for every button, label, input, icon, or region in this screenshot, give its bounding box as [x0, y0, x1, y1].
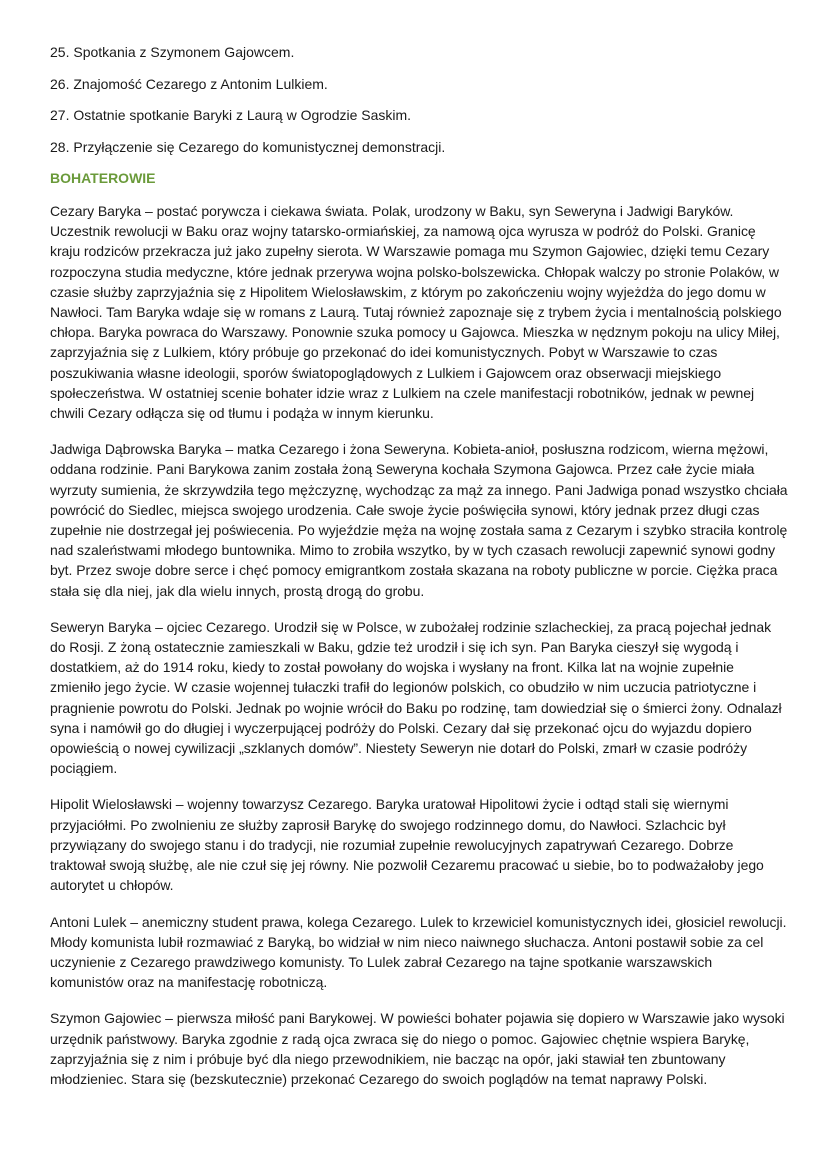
character-hipolit-wieloslawski: Hipolit Wielosławski – wojenny towarzysz Cezarego. Baryka uratował Hipolitowi życie i odtąd stali się wiernymi przyjaciółmi. Po zwolnieniu ze służby zaprosił Barykę do swojego rodzinnego domu, do Nawłoci. Szlachcic był przywiązany do swojego stanu i do tradycji, nie rozumiał zupełnie rewolucyjnych zapatrywań Cezarego. Dobrze traktował swoją służbę, ale nie czuł się jej równy. Nie pozwolił Cezaremu pracować u siebie, bo to podważałoby jego autorytet u chłopów. [50, 796, 764, 894]
plan-list [50, 43, 788, 157]
character-szymon-gajowiec: Szymon Gajowiec – pierwsza miłość pani Barykowej. W powieści bohater pojawia się dopiero w Warszawie jako wysoki urzędnik państwowy. Baryka zgodnie z radą ojca zwraca się do niego o pomoc. Gajowiec chętnie wspiera Barykę, zaprzyjaźnia się z nim i próbuje być dla niego przewodnikiem, nie bacząc na opór, jaki stawiał ten zbuntowany młodzieniec. Stara się (bezskutecznie) przekonać Cezarego do swoich poglądów na temat naprawy Polski. [50, 1010, 785, 1087]
section-heading-characters: BOHATEROWIE [50, 170, 156, 186]
characters-section [50, 201, 788, 1089]
character-jadwiga-baryka: Jadwiga Dąbrowska Baryka – matka Cezarego i żona Seweryna. Kobieta-anioł, posłuszna rodzicom, wierna mężowi, oddana rodzinie. Pani Barykowa zanim została żoną Seweryna kochała Szymona Gajowca. Przez całe życie miała wyrzuty sumienia, że skrzywdziła tego mężczyznę, wychodząc za mąż za innego. Pani Jadwiga ponad wszystko chciała powrócić do Siedlec, miejsca swojego urodzenia. Całe swoje życie poświęciła synowi, który jednak przez długi czas zupełnie nie dostrzegał jej poświecenia. Po wyjeździe męża na wojnę została sama z Cezarym i szybko straciła kontrolę nad szaleństwami młodego buntownika. Mimo to zrobiła wszytko, by w tych czasach rewolucji zapewnić synowi godny byt. Przez swoje dobre serce i chęć pomocy emigrantkom została skazana na roboty publiczne w porcie. Ciężka praca stała się dla niej, jak dla wielu innych, prostą drogą do grobu. [50, 441, 788, 599]
plan-item: 27. Ostatnie spotkanie Baryki z Laurą w Ogrodzie Saskim. [50, 107, 412, 123]
character-seweryn-baryka: Seweryn Baryka – ojciec Cezarego. Urodził się w Polsce, w zubożałej rodzinie szlacheckiej, za pracą pojechał jednak do Rosji. Z żoną ostatecznie zamieszkali w Baku, gdzie też urodził i się ich syn. Pan Baryka cieszył się wygodą i dostatkiem, aż do 1914 roku, kiedy to został powołany do wojska i wysłany na front. Kilka lat na wojnie zupełnie zmieniło jego życie. W czasie wojennej tułaczki trafił do legionów polskich, co obudziło w nim uczucia patriotyczne i pragnienie powrotu do Polski. Jednak po wojnie wrócił do Baku po rodzinę, tam dowiedział się o śmierci żony. Odnalazł syna i namówił go do długiej i wyczerpującej podróży do Polski. Cezary dał się przekonać ojcu do wyjazdu dopiero opowieścią o nowej cywilizacji „szklanych domów”. Niestety Seweryn nie dotarł do Polski, zmarł w czasie podróży pociągiem. [50, 618, 782, 777]
plan-item: 25. Spotkania z Szymonem Gajowcem. [50, 44, 295, 60]
character-antoni-lulek: Antoni Lulek – anemiczny student prawa, kolega Cezarego. Lulek to krzewiciel komunistycznych idei, głosiciel rewolucji. Młody komunista lubił rozmawiać z Baryką, bo widział w nim nieco naiwnego słuchacza. Antoni postawił sobie za cel uczynienie z Cezarego prawdziwego komunisty. To Lulek zabrał Cezarego na tajne spotkanie warszawskich komunistów oraz na manifestację robotniczą. [50, 913, 787, 991]
character-cezary-baryka: Cezary Baryka – postać porywcza i ciekawa świata. Polak, urodzony w Baku, syn Seweryna i Jadwigi Baryków. Uczestnik rewolucji w Baku oraz wojny tatarsko-ormiańskiej, za namową ojca wyrusza w podróż do Polski. Granicę kraju rodziców przekracza już jako zupełny sierota. W Warszawie pomaga mu Szymon Gajowiec, dzięki temu Cezary rozpoczyna studia medyczne, które jednak przerywa wojna polsko-bolszewicka. Chłopak walczy po stronie Polaków, w czasie służby zaprzyjaźnia się z Hipolitem Wielosławskim, z którym po zakończeniu wojny wyjeżdża do jego domu w Nawłoci. Tam Baryka wdaje się w romans z Laurą. Tutaj również zapoznaje się z trybem życia i mentalnością polskiego chłopa. Baryka powraca do Warszawy. Ponownie szuka pomocy u Gajowca. Mieszka w nędznym pokoju na ulicy Miłej, zaprzyjaźnia się z Lulkiem, który próbuje go przekonać do idei komunistycznych. Pobyt w Warszawie to czas poszukiwania własne ideologii, sporów światopoglądowych z Lulkiem i Gajowcem oraz obserwacji miejskiego społeczeństwa. W ostatniej scenie bohater idzie wraz z Lulkiem na czele manifestacji robotników, jednak w pewnej chwili Cezary odłącza się od tłumu i podąża w innym kierunku. [50, 203, 782, 422]
plan-item: 28. Przyłączenie się Cezarego do komunistycznej demonstracji. [50, 138, 446, 155]
plan-item: 26. Znajomość Cezarego z Antonim Lulkiem. [50, 75, 328, 92]
